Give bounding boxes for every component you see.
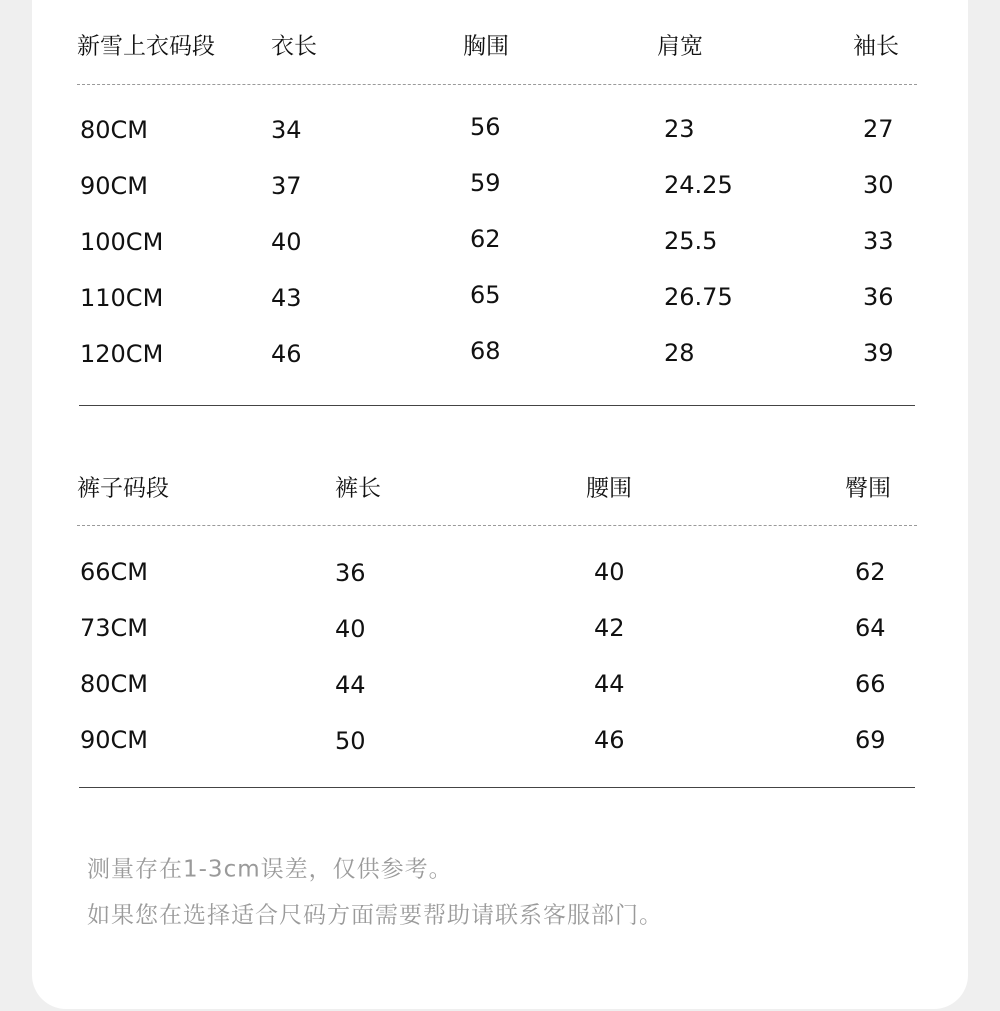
top-row-length: 37 (271, 172, 302, 200)
pants-row-hip: 69 (855, 726, 886, 754)
top-table-bottom-rule (79, 405, 915, 406)
top-header-size: 新雪上衣码段 (77, 33, 215, 60)
top-row-size: 80CM (80, 116, 149, 144)
top-row-length: 34 (271, 116, 302, 144)
pants-table-bottom-rule (79, 787, 915, 788)
top-header-length: 衣长 (271, 33, 317, 60)
top-row-size: 110CM (80, 284, 164, 312)
pants-row-hip: 64 (855, 614, 886, 642)
pants-header-waist: 腰围 (586, 475, 632, 502)
top-header-chest: 胸围 (463, 33, 509, 60)
top-row-chest: 59 (470, 169, 501, 197)
top-row-sleeve: 33 (863, 227, 894, 255)
top-row-chest: 62 (470, 225, 501, 253)
top-row-chest: 68 (470, 337, 501, 365)
top-row-length: 40 (271, 228, 302, 256)
top-header-divider (77, 84, 917, 85)
top-row-shoulder: 25.5 (664, 227, 718, 255)
top-header-sleeve: 袖长 (853, 33, 899, 60)
customer-service-note: 如果您在选择适合尺码方面需要帮助请联系客服部门。 (87, 902, 663, 929)
pants-row-length: 36 (335, 559, 366, 587)
top-row-shoulder: 23 (664, 115, 695, 143)
pants-header-length: 裤长 (335, 475, 381, 502)
top-row-length: 46 (271, 340, 302, 368)
top-row-size: 100CM (80, 228, 164, 256)
top-row-shoulder: 26.75 (664, 283, 733, 311)
top-row-size: 90CM (80, 172, 149, 200)
top-row-sleeve: 36 (863, 283, 894, 311)
pants-row-waist: 44 (594, 670, 625, 698)
pants-row-size: 90CM (80, 726, 149, 754)
pants-row-length: 50 (335, 727, 366, 755)
pants-header-divider (77, 525, 917, 526)
pants-row-size: 80CM (80, 670, 149, 698)
pants-header-size: 裤子码段 (77, 475, 169, 502)
top-row-sleeve: 30 (863, 171, 894, 199)
top-row-chest: 56 (470, 113, 501, 141)
pants-header-hip: 臀围 (845, 475, 891, 502)
top-header-shoulder: 肩宽 (657, 33, 703, 60)
top-row-chest: 65 (470, 281, 501, 309)
top-row-shoulder: 24.25 (664, 171, 733, 199)
top-row-length: 43 (271, 284, 302, 312)
top-row-shoulder: 28 (664, 339, 695, 367)
top-row-sleeve: 39 (863, 339, 894, 367)
pants-row-size: 73CM (80, 614, 149, 642)
pants-row-length: 44 (335, 671, 366, 699)
pants-row-waist: 42 (594, 614, 625, 642)
pants-row-waist: 40 (594, 558, 625, 586)
pants-row-waist: 46 (594, 726, 625, 754)
pants-row-hip: 62 (855, 558, 886, 586)
pants-row-hip: 66 (855, 670, 886, 698)
pants-row-size: 66CM (80, 558, 149, 586)
measurement-error-note: 测量存在1-3cm误差，仅供参考。 (87, 856, 453, 883)
top-row-sleeve: 27 (863, 115, 894, 143)
top-row-size: 120CM (80, 340, 164, 368)
pants-row-length: 40 (335, 615, 366, 643)
